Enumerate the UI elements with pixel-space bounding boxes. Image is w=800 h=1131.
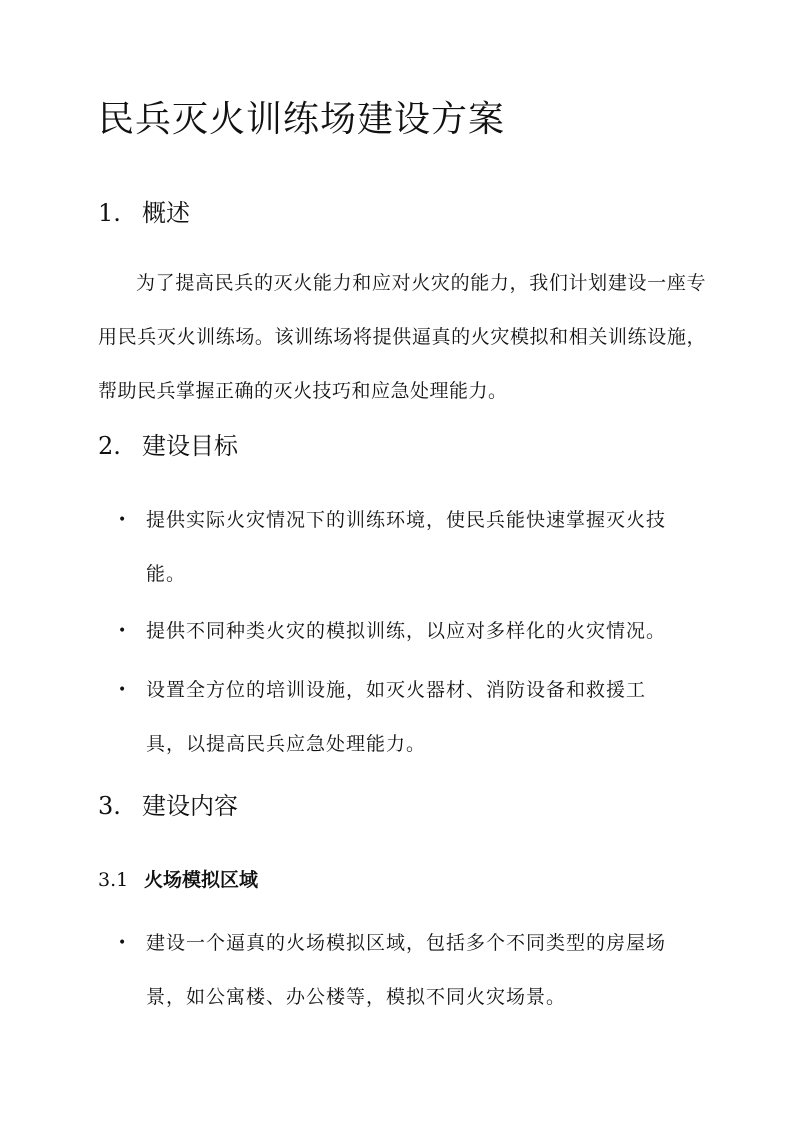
subsection-number: 3.1: [98, 869, 129, 891]
subsection-title: 火场模拟区域: [144, 869, 259, 891]
section-title: 概述: [142, 199, 190, 227]
bullet-icon: •: [118, 623, 128, 639]
bullet-icon: •: [118, 935, 128, 951]
goal-list-item: [118, 604, 678, 658]
bullet-icon: •: [118, 512, 128, 528]
content-text: 建设一个逼真的火场模拟区域，包括多个不同类型的房屋场景，如公寓楼、办公楼等，模拟不同火灾场景。: [146, 932, 667, 1008]
section-heading-content: [98, 790, 238, 822]
subsection-heading-fire-simulation: [98, 866, 258, 894]
goal-text: 提供实际火灾情况下的训练环境，使民兵能快速掌握灭火技能。: [146, 509, 667, 585]
section-title: 建设目标: [142, 432, 238, 460]
section-number: 3.: [98, 792, 121, 820]
document-title: 民兵灭火训练场建设方案: [98, 99, 506, 140]
section-number: 1.: [98, 199, 121, 227]
goal-list-item: [118, 493, 678, 601]
bullet-icon: •: [118, 682, 128, 698]
content-list-item: [118, 916, 678, 1024]
overview-paragraph: 为了提高民兵的灭火能力和应对火灾的能力，我们计划建设一座专用民兵灭火训练场。该训练场将提供逼真的火灾模拟和相关训练设施，帮助民兵掌握正确的灭火技巧和应急处理能力。: [98, 272, 706, 402]
goal-text: 设置全方位的培训设施，如灭火器材、消防设备和救援工具，以提高民兵应急处理能力。: [146, 679, 647, 755]
goal-list-item: [118, 663, 678, 771]
section-number: 2.: [98, 432, 121, 460]
section-heading-goals: [98, 430, 238, 462]
section-title: 建设内容: [142, 792, 238, 820]
section-heading-overview: [98, 197, 190, 229]
goal-text: 提供不同种类火灾的模拟训练，以应对多样化的火灾情况。: [146, 620, 667, 642]
